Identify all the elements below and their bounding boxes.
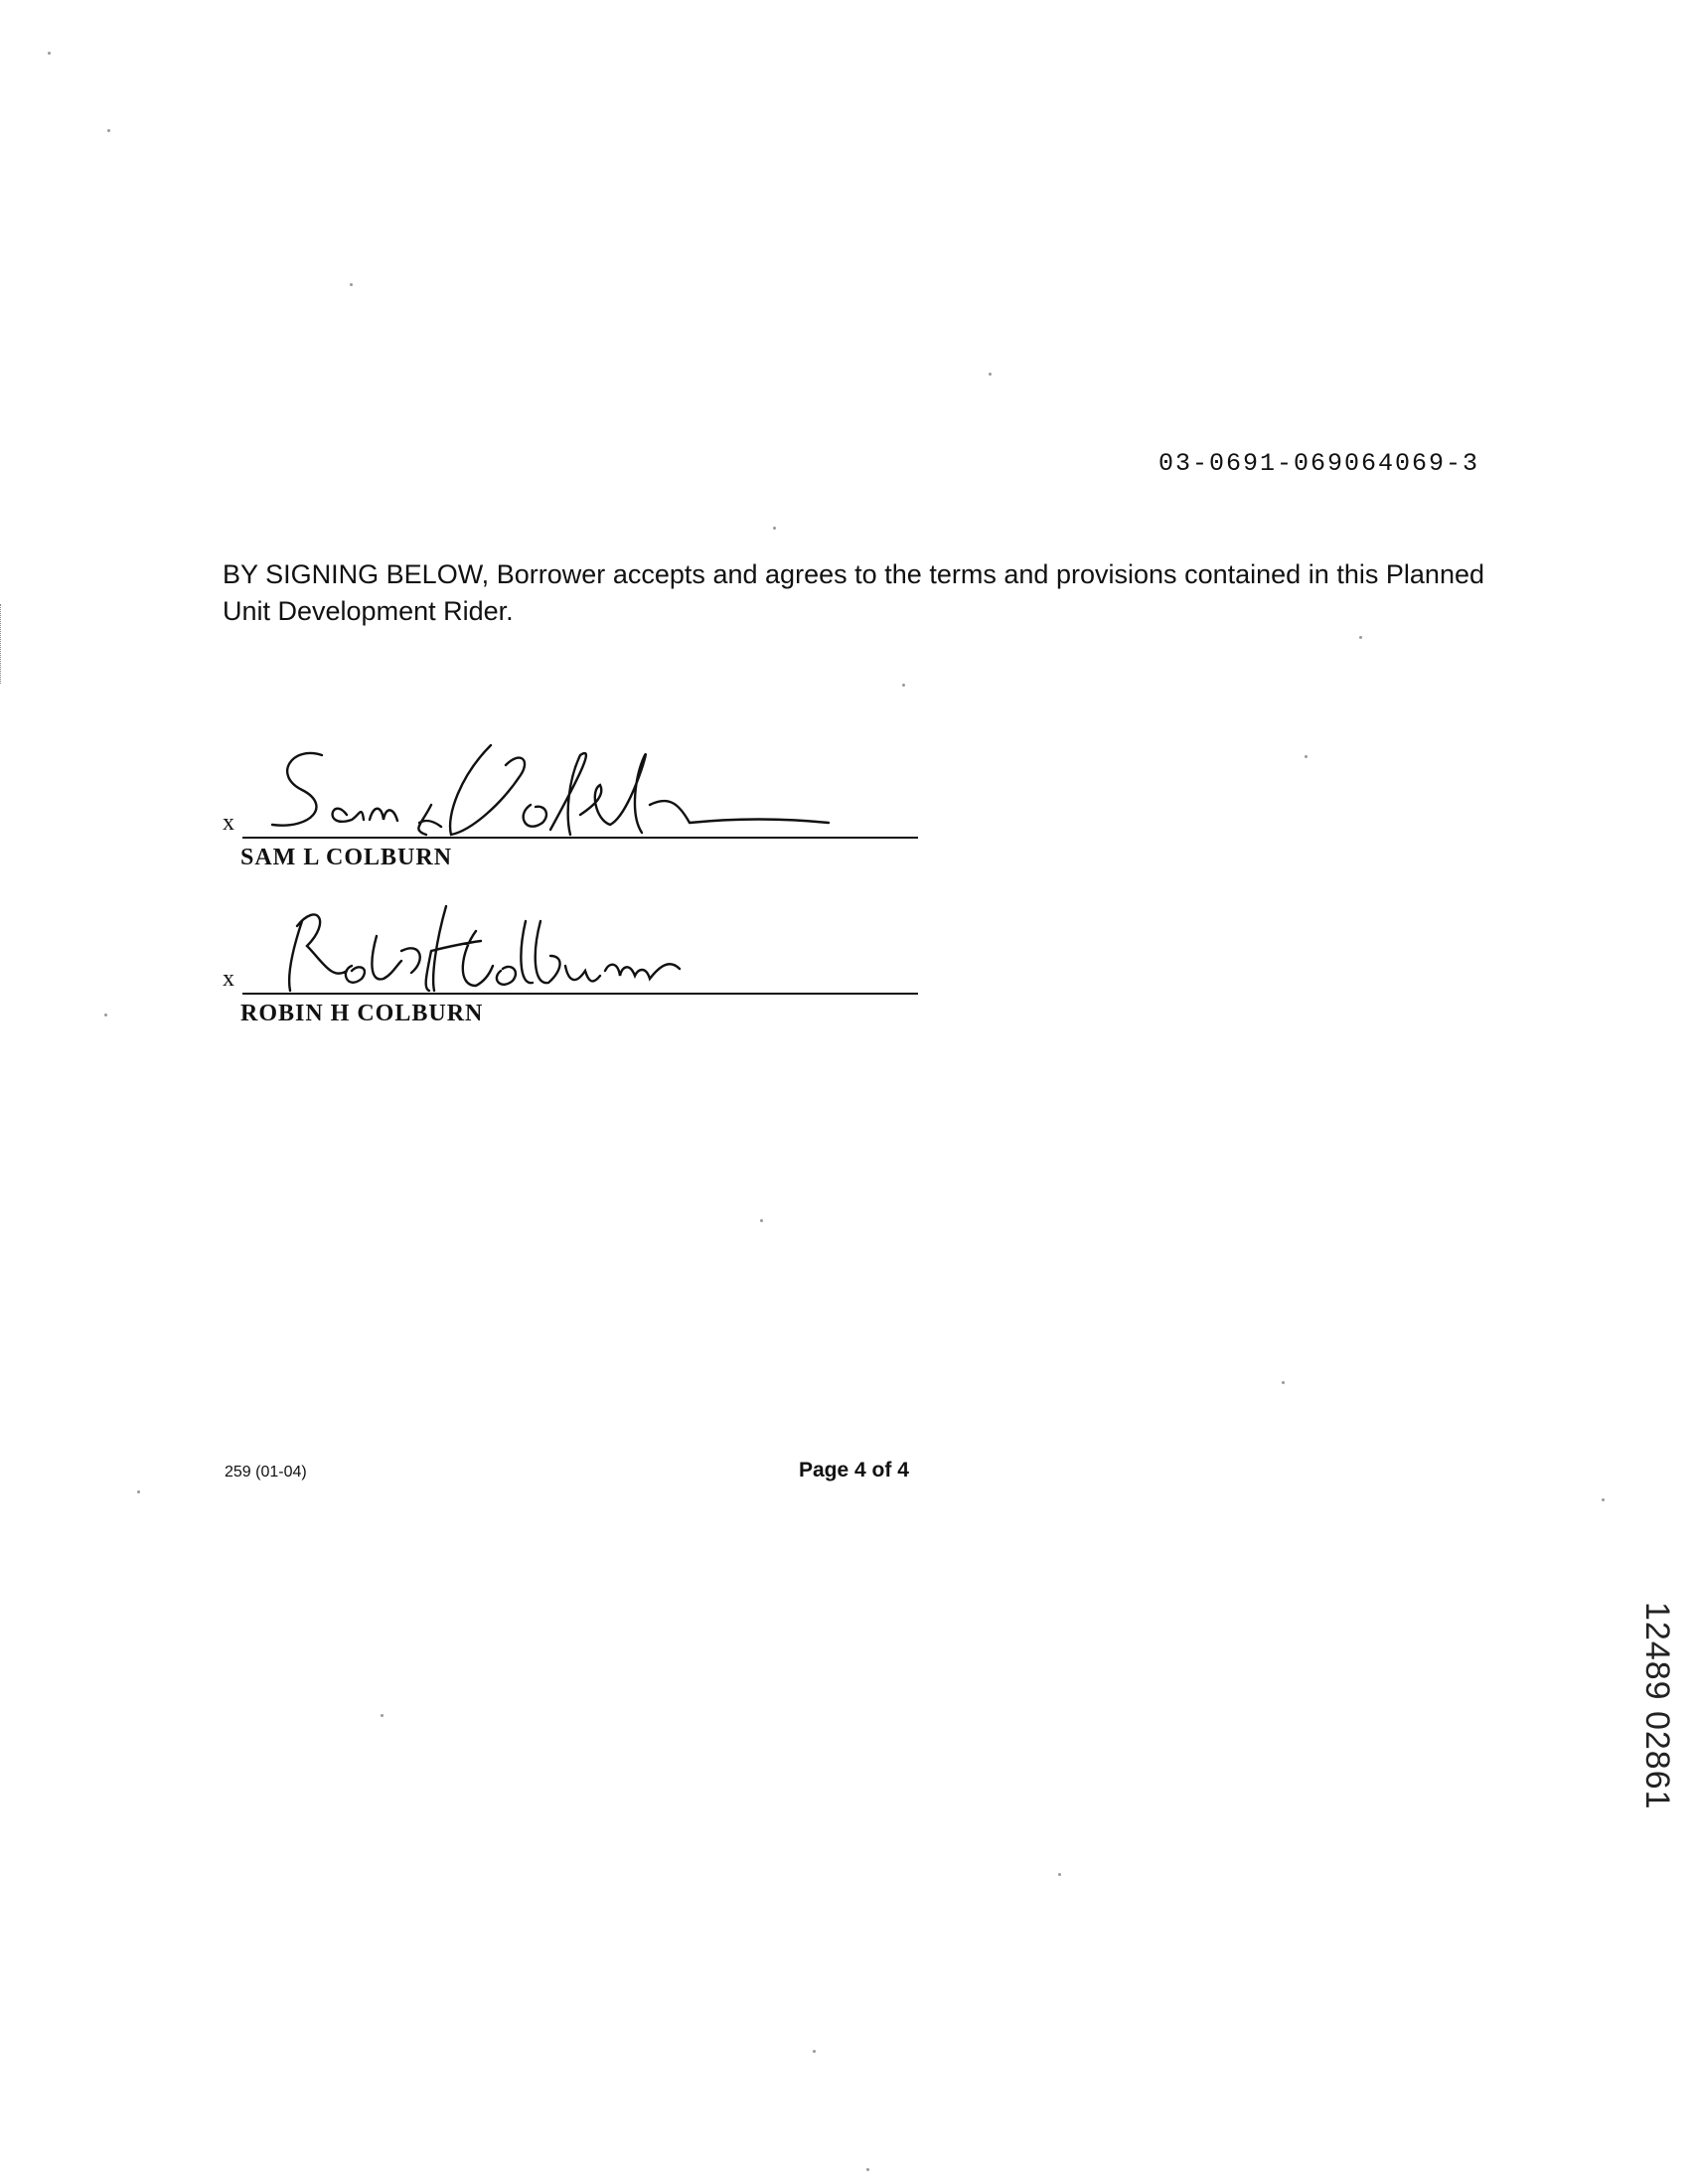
handwritten-signature — [252, 735, 868, 845]
scan-speck — [1602, 1498, 1605, 1501]
signer-name: ROBIN H COLBURN — [240, 1001, 484, 1026]
scan-speck — [902, 684, 905, 687]
scan-edge-mark — [0, 604, 5, 684]
signature-block-borrower-2 — [223, 899, 918, 1027]
scan-speck — [107, 129, 110, 132]
scan-speck — [773, 527, 776, 530]
scan-speck — [1058, 1873, 1061, 1876]
form-code: 259 (01-04) — [225, 1464, 307, 1481]
scan-speck — [137, 1490, 140, 1493]
page-number: Page 4 of 4 — [799, 1459, 909, 1482]
scan-speck — [104, 1014, 107, 1016]
signature-row — [223, 899, 918, 995]
scan-speck — [1282, 1381, 1285, 1384]
scan-speck — [813, 2050, 816, 2053]
signature-row — [223, 743, 918, 839]
scan-speck — [381, 1714, 384, 1717]
scan-speck — [1359, 636, 1362, 639]
loan-number: 03-0691-069064069-3 — [1157, 449, 1479, 478]
recording-stamp: 12489 02861 — [1638, 1602, 1676, 1810]
scan-speck — [350, 283, 353, 286]
signature-mark: x — [223, 966, 234, 992]
signature-mark: x — [223, 810, 234, 836]
scan-speck — [989, 373, 992, 376]
scan-speck — [866, 2168, 869, 2171]
scan-speck — [760, 1219, 763, 1222]
signer-name: SAM L COLBURN — [240, 845, 453, 870]
signature-block-borrower-1 — [223, 743, 918, 871]
scan-speck — [1305, 755, 1308, 758]
signing-statement: BY SIGNING BELOW, Borrower accepts and agrees to the terms and provisions contained in this Planned Unit Development Rider. — [223, 559, 1484, 626]
handwritten-signature — [252, 891, 868, 1001]
scan-speck — [48, 52, 51, 55]
